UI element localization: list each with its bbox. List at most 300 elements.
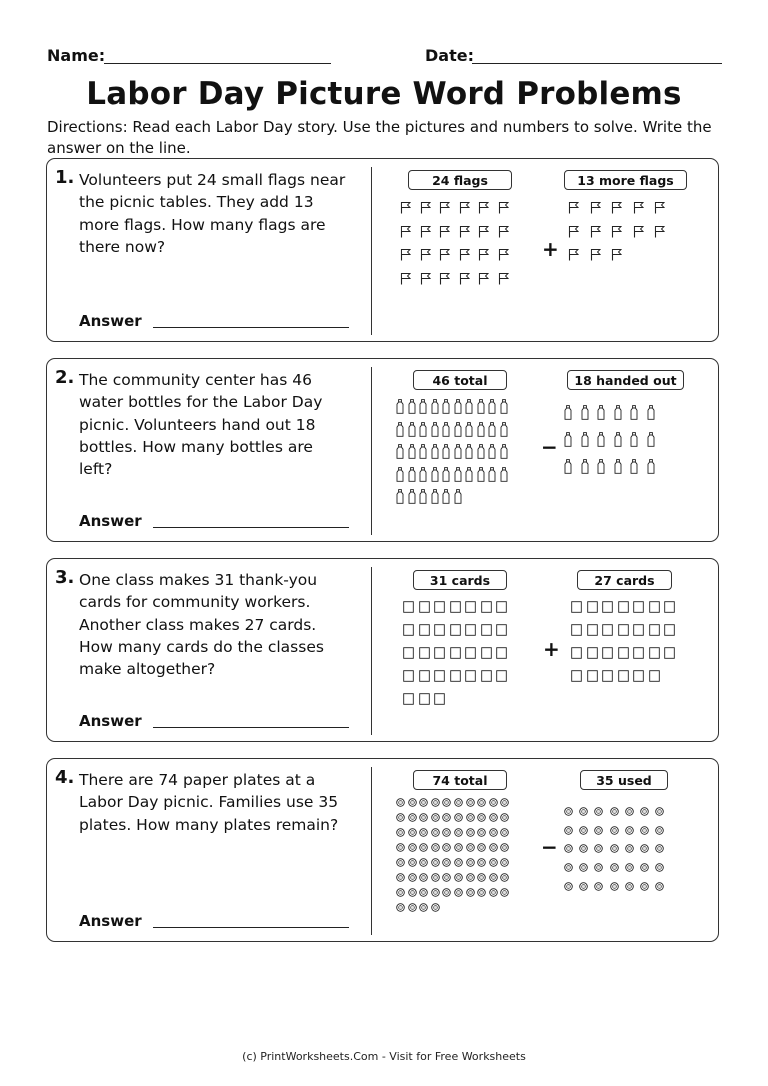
bottle-icon bbox=[442, 489, 450, 504]
card-icon bbox=[571, 624, 582, 636]
plate-icon bbox=[489, 888, 498, 897]
bottle-icon bbox=[408, 467, 416, 482]
bottle-icon bbox=[408, 399, 416, 414]
card-icon bbox=[450, 624, 461, 636]
plate-icon bbox=[655, 826, 664, 835]
plate-icon bbox=[466, 873, 475, 882]
bottle-icon bbox=[454, 399, 462, 414]
problem-text: There are 74 paper plates at a Labor Day picnic. Families use 35 plates. How many plates remain? bbox=[79, 771, 339, 834]
card-icon bbox=[434, 647, 445, 659]
card-icon bbox=[633, 601, 644, 613]
flag-icon bbox=[478, 201, 489, 214]
bottle-icon bbox=[500, 444, 508, 459]
plate-icon bbox=[454, 858, 463, 867]
plate-icon bbox=[419, 828, 428, 837]
flag-icon bbox=[459, 272, 470, 285]
right-count-tag: 35 used bbox=[580, 770, 668, 790]
answer-line[interactable] bbox=[153, 927, 349, 928]
card-icon bbox=[602, 670, 613, 682]
card-icon bbox=[496, 647, 507, 659]
card-icon bbox=[649, 601, 660, 613]
plate-icon bbox=[489, 873, 498, 882]
card-icon bbox=[664, 601, 675, 613]
plate-icon bbox=[594, 844, 603, 853]
card-icon bbox=[481, 601, 492, 613]
card-icon bbox=[465, 624, 476, 636]
card-icon bbox=[664, 647, 675, 659]
bottle-icon bbox=[488, 399, 496, 414]
card-icon bbox=[450, 601, 461, 613]
plus-sign: + bbox=[542, 237, 559, 261]
flag-icon bbox=[568, 225, 579, 238]
plate-icon bbox=[655, 807, 664, 816]
card-icon bbox=[571, 647, 582, 659]
bottle-icon bbox=[419, 422, 427, 437]
flag-icon bbox=[420, 272, 431, 285]
bottle-icon bbox=[419, 399, 427, 414]
plate-icon bbox=[431, 843, 440, 852]
plate-icon bbox=[564, 826, 573, 835]
right-count-tag: 18 handed out bbox=[567, 370, 684, 390]
card-icon bbox=[633, 624, 644, 636]
problem-card-1 bbox=[46, 158, 719, 342]
answer-label: Answer bbox=[79, 912, 142, 930]
problem-card-4 bbox=[46, 758, 719, 942]
card-icon bbox=[649, 670, 660, 682]
left-count-tag: 74 total bbox=[413, 770, 507, 790]
bottle-icon bbox=[419, 467, 427, 482]
plate-icon bbox=[477, 843, 486, 852]
plate-icon bbox=[640, 844, 649, 853]
plate-icon bbox=[419, 843, 428, 852]
flag-icon bbox=[568, 248, 579, 261]
left-count-tag: 46 total bbox=[413, 370, 507, 390]
flag-icon bbox=[590, 225, 601, 238]
plate-icon bbox=[477, 873, 486, 882]
name-label: Name: bbox=[47, 46, 106, 65]
bottle-icon bbox=[614, 459, 622, 474]
bottle-icon bbox=[630, 459, 638, 474]
plate-icon bbox=[594, 882, 603, 891]
directions-text: Directions: Read each Labor Day story. Use the pictures and numbers to solve. Write the answer on the line. bbox=[47, 118, 712, 157]
plate-icon bbox=[408, 798, 417, 807]
plate-icon bbox=[408, 903, 417, 912]
bottle-icon bbox=[581, 405, 589, 420]
flag-icon bbox=[400, 272, 411, 285]
plate-icon bbox=[500, 873, 509, 882]
left-count-tag: 31 cards bbox=[413, 570, 507, 590]
plate-icon bbox=[431, 798, 440, 807]
plate-icon bbox=[500, 813, 509, 822]
bottle-icon bbox=[396, 489, 404, 504]
bottle-icon bbox=[564, 459, 572, 474]
plate-icon bbox=[564, 882, 573, 891]
card-icon bbox=[481, 670, 492, 682]
bottle-icon bbox=[647, 432, 655, 447]
plate-icon bbox=[594, 863, 603, 872]
plate-icon bbox=[466, 888, 475, 897]
bottle-icon bbox=[465, 422, 473, 437]
flag-icon bbox=[498, 248, 509, 261]
flag-icon bbox=[459, 248, 470, 261]
bottle-icon bbox=[477, 444, 485, 459]
plate-icon bbox=[564, 844, 573, 853]
bottle-icon bbox=[442, 467, 450, 482]
right-count-tag: 13 more flags bbox=[564, 170, 687, 190]
plate-icon bbox=[489, 858, 498, 867]
card-icon bbox=[481, 647, 492, 659]
card-icon bbox=[434, 601, 445, 613]
flag-icon bbox=[420, 248, 431, 261]
plate-icon bbox=[477, 798, 486, 807]
card-icon bbox=[602, 601, 613, 613]
plate-icon bbox=[431, 903, 440, 912]
plate-icon bbox=[419, 888, 428, 897]
bottle-icon bbox=[465, 399, 473, 414]
bottle-icon bbox=[647, 405, 655, 420]
plate-icon bbox=[408, 813, 417, 822]
card-icon bbox=[419, 647, 430, 659]
answer-line[interactable] bbox=[153, 327, 349, 328]
bottle-icon bbox=[614, 405, 622, 420]
problem-text: One class makes 31 thank-you cards for community workers. Another class makes 27 cards. How many cards do the classes make altogether? bbox=[79, 571, 324, 679]
plate-icon bbox=[442, 888, 451, 897]
date-field[interactable] bbox=[472, 47, 722, 64]
card-icon bbox=[419, 670, 430, 682]
plate-icon bbox=[579, 882, 588, 891]
plate-icon bbox=[396, 843, 405, 852]
card-icon bbox=[618, 624, 629, 636]
plate-icon bbox=[454, 813, 463, 822]
card-icon bbox=[618, 670, 629, 682]
plate-icon bbox=[640, 863, 649, 872]
flag-icon bbox=[590, 201, 601, 214]
plate-icon bbox=[477, 858, 486, 867]
plate-icon bbox=[431, 828, 440, 837]
bottle-icon bbox=[408, 422, 416, 437]
plate-icon bbox=[466, 843, 475, 852]
plate-icon bbox=[454, 828, 463, 837]
plate-icon bbox=[640, 882, 649, 891]
bottle-icon bbox=[581, 432, 589, 447]
plate-icon bbox=[655, 863, 664, 872]
problem-number: 4. bbox=[55, 767, 75, 788]
plate-icon bbox=[579, 807, 588, 816]
plate-icon bbox=[454, 798, 463, 807]
bottle-icon bbox=[431, 444, 439, 459]
card-icon bbox=[434, 624, 445, 636]
bottle-icon bbox=[597, 405, 605, 420]
plate-icon bbox=[466, 858, 475, 867]
flag-icon bbox=[420, 225, 431, 238]
bottle-icon bbox=[408, 444, 416, 459]
plate-icon bbox=[564, 863, 573, 872]
flag-icon bbox=[400, 201, 411, 214]
plate-icon bbox=[419, 798, 428, 807]
bottle-icon bbox=[396, 422, 404, 437]
flag-icon bbox=[498, 225, 509, 238]
bottle-icon bbox=[396, 444, 404, 459]
problem-number: 1. bbox=[55, 167, 75, 188]
flag-icon bbox=[654, 225, 665, 238]
bottle-icon bbox=[431, 399, 439, 414]
name-field[interactable] bbox=[104, 47, 331, 64]
plate-icon bbox=[466, 828, 475, 837]
plate-icon bbox=[408, 843, 417, 852]
plate-icon bbox=[454, 888, 463, 897]
card-icon bbox=[602, 624, 613, 636]
card-icon bbox=[403, 693, 414, 705]
card-icon bbox=[419, 693, 430, 705]
card-icon bbox=[587, 670, 598, 682]
plate-icon bbox=[442, 798, 451, 807]
minus-sign: − bbox=[541, 835, 558, 859]
card-icon bbox=[465, 670, 476, 682]
plus-sign: + bbox=[543, 637, 560, 661]
flag-icon bbox=[420, 201, 431, 214]
problem-number: 3. bbox=[55, 567, 75, 588]
minus-sign: − bbox=[541, 435, 558, 459]
card-icon bbox=[481, 624, 492, 636]
bottle-icon bbox=[465, 467, 473, 482]
plate-icon bbox=[610, 826, 619, 835]
bottle-icon bbox=[564, 405, 572, 420]
plate-icon bbox=[477, 813, 486, 822]
plate-icon bbox=[442, 858, 451, 867]
flag-icon bbox=[498, 272, 509, 285]
answer-label: Answer bbox=[79, 312, 142, 330]
flag-icon bbox=[439, 248, 450, 261]
bottle-icon bbox=[477, 399, 485, 414]
card-icon bbox=[419, 601, 430, 613]
plate-icon bbox=[431, 858, 440, 867]
bottle-icon bbox=[614, 432, 622, 447]
flag-icon bbox=[400, 248, 411, 261]
flag-icon bbox=[633, 201, 644, 214]
bottle-icon bbox=[597, 459, 605, 474]
bottle-icon bbox=[597, 432, 605, 447]
card-icon bbox=[587, 624, 598, 636]
plate-icon bbox=[431, 813, 440, 822]
bottle-icon bbox=[454, 422, 462, 437]
bottle-icon bbox=[431, 422, 439, 437]
bottle-icon bbox=[408, 489, 416, 504]
plate-icon bbox=[477, 888, 486, 897]
plate-icon bbox=[564, 807, 573, 816]
bottle-icon bbox=[419, 489, 427, 504]
plate-icon bbox=[594, 807, 603, 816]
plate-icon bbox=[442, 828, 451, 837]
plate-icon bbox=[442, 843, 451, 852]
problem-number: 2. bbox=[55, 367, 75, 388]
plate-icon bbox=[500, 888, 509, 897]
bottle-icon bbox=[454, 467, 462, 482]
flag-icon bbox=[568, 201, 579, 214]
bottle-icon bbox=[396, 399, 404, 414]
plate-icon bbox=[396, 798, 405, 807]
card-icon bbox=[649, 624, 660, 636]
bottle-icon bbox=[465, 444, 473, 459]
plate-icon bbox=[442, 873, 451, 882]
plate-icon bbox=[454, 843, 463, 852]
flag-icon bbox=[400, 225, 411, 238]
card-icon bbox=[450, 647, 461, 659]
flag-icon bbox=[611, 248, 622, 261]
plate-icon bbox=[408, 873, 417, 882]
plate-icon bbox=[477, 828, 486, 837]
plate-icon bbox=[408, 888, 417, 897]
card-icon bbox=[403, 601, 414, 613]
plate-icon bbox=[610, 863, 619, 872]
answer-label: Answer bbox=[79, 512, 142, 530]
card-icon bbox=[496, 670, 507, 682]
plate-icon bbox=[408, 828, 417, 837]
flag-icon bbox=[439, 272, 450, 285]
flag-icon bbox=[633, 225, 644, 238]
flag-icon bbox=[459, 201, 470, 214]
card-icon bbox=[602, 647, 613, 659]
card-icon bbox=[618, 647, 629, 659]
card-icon bbox=[633, 647, 644, 659]
answer-line[interactable] bbox=[153, 727, 349, 728]
bottle-icon bbox=[431, 489, 439, 504]
plate-icon bbox=[655, 882, 664, 891]
problem-card-3 bbox=[46, 558, 719, 742]
plate-icon bbox=[579, 826, 588, 835]
bottle-icon bbox=[442, 444, 450, 459]
bottle-icon bbox=[500, 467, 508, 482]
bottle-icon bbox=[454, 444, 462, 459]
card-icon bbox=[571, 601, 582, 613]
flag-icon bbox=[478, 248, 489, 261]
plate-icon bbox=[489, 828, 498, 837]
plate-icon bbox=[500, 843, 509, 852]
plate-icon bbox=[408, 858, 417, 867]
card-icon bbox=[587, 647, 598, 659]
card-icon bbox=[403, 647, 414, 659]
flag-icon bbox=[439, 225, 450, 238]
page-title: Labor Day Picture Word Problems bbox=[86, 76, 682, 112]
flag-icon bbox=[439, 201, 450, 214]
plate-icon bbox=[500, 798, 509, 807]
plate-icon bbox=[625, 807, 634, 816]
card-icon bbox=[403, 670, 414, 682]
plate-icon bbox=[396, 873, 405, 882]
plate-icon bbox=[579, 844, 588, 853]
plate-icon bbox=[431, 888, 440, 897]
bottle-icon bbox=[488, 444, 496, 459]
flag-icon bbox=[478, 272, 489, 285]
plate-icon bbox=[396, 903, 405, 912]
card-icon bbox=[496, 601, 507, 613]
card-icon bbox=[465, 601, 476, 613]
flag-icon bbox=[611, 201, 622, 214]
card-divider bbox=[371, 367, 372, 535]
answer-line[interactable] bbox=[153, 527, 349, 528]
left-count-tag: 24 flags bbox=[408, 170, 512, 190]
footer-credit: (c) PrintWorksheets.Com - Visit for Free Worksheets bbox=[242, 1050, 526, 1063]
bottle-icon bbox=[500, 399, 508, 414]
plate-icon bbox=[625, 863, 634, 872]
plate-icon bbox=[489, 798, 498, 807]
flag-icon bbox=[654, 201, 665, 214]
plate-icon bbox=[442, 813, 451, 822]
plate-icon bbox=[500, 828, 509, 837]
card-icon bbox=[465, 647, 476, 659]
bottle-icon bbox=[564, 432, 572, 447]
plate-icon bbox=[625, 826, 634, 835]
card-icon bbox=[450, 670, 461, 682]
flag-icon bbox=[478, 225, 489, 238]
plate-icon bbox=[625, 882, 634, 891]
plate-icon bbox=[640, 826, 649, 835]
plate-icon bbox=[454, 873, 463, 882]
problem-text: Volunteers put 24 small flags near the picnic tables. They add 13 more flags. How many flags are there now? bbox=[79, 171, 346, 256]
bottle-icon bbox=[477, 467, 485, 482]
plate-icon bbox=[489, 813, 498, 822]
plate-icon bbox=[655, 844, 664, 853]
card-icon bbox=[618, 601, 629, 613]
card-icon bbox=[664, 624, 675, 636]
card-divider bbox=[371, 567, 372, 735]
card-icon bbox=[434, 693, 445, 705]
card-icon bbox=[587, 601, 598, 613]
plate-icon bbox=[610, 844, 619, 853]
bottle-icon bbox=[647, 459, 655, 474]
card-icon bbox=[403, 624, 414, 636]
plate-icon bbox=[579, 863, 588, 872]
plate-icon bbox=[419, 858, 428, 867]
plate-icon bbox=[466, 798, 475, 807]
bottle-icon bbox=[442, 399, 450, 414]
plate-icon bbox=[640, 807, 649, 816]
bottle-icon bbox=[630, 432, 638, 447]
bottle-icon bbox=[488, 422, 496, 437]
bottle-icon bbox=[500, 422, 508, 437]
card-divider bbox=[371, 767, 372, 935]
answer-label: Answer bbox=[79, 712, 142, 730]
flag-icon bbox=[498, 201, 509, 214]
problem-card-2 bbox=[46, 358, 719, 542]
plate-icon bbox=[594, 826, 603, 835]
right-count-tag: 27 cards bbox=[577, 570, 672, 590]
card-icon bbox=[633, 670, 644, 682]
plate-icon bbox=[610, 807, 619, 816]
bottle-icon bbox=[477, 422, 485, 437]
date-label: Date: bbox=[425, 46, 474, 65]
card-icon bbox=[649, 647, 660, 659]
bottle-icon bbox=[630, 405, 638, 420]
card-icon bbox=[419, 624, 430, 636]
bottle-icon bbox=[396, 467, 404, 482]
plate-icon bbox=[419, 813, 428, 822]
bottle-icon bbox=[581, 459, 589, 474]
plate-icon bbox=[396, 888, 405, 897]
card-icon bbox=[434, 670, 445, 682]
plate-icon bbox=[489, 843, 498, 852]
plate-icon bbox=[431, 873, 440, 882]
plate-icon bbox=[625, 844, 634, 853]
plate-icon bbox=[396, 858, 405, 867]
card-divider bbox=[371, 167, 372, 335]
flag-icon bbox=[590, 248, 601, 261]
plate-icon bbox=[610, 882, 619, 891]
bottle-icon bbox=[431, 467, 439, 482]
plate-icon bbox=[419, 903, 428, 912]
problem-text: The community center has 46 water bottles for the Labor Day picnic. Volunteers hand out 18 bottles. How many bottles are left? bbox=[79, 371, 323, 479]
bottle-icon bbox=[454, 489, 462, 504]
plate-icon bbox=[396, 828, 405, 837]
